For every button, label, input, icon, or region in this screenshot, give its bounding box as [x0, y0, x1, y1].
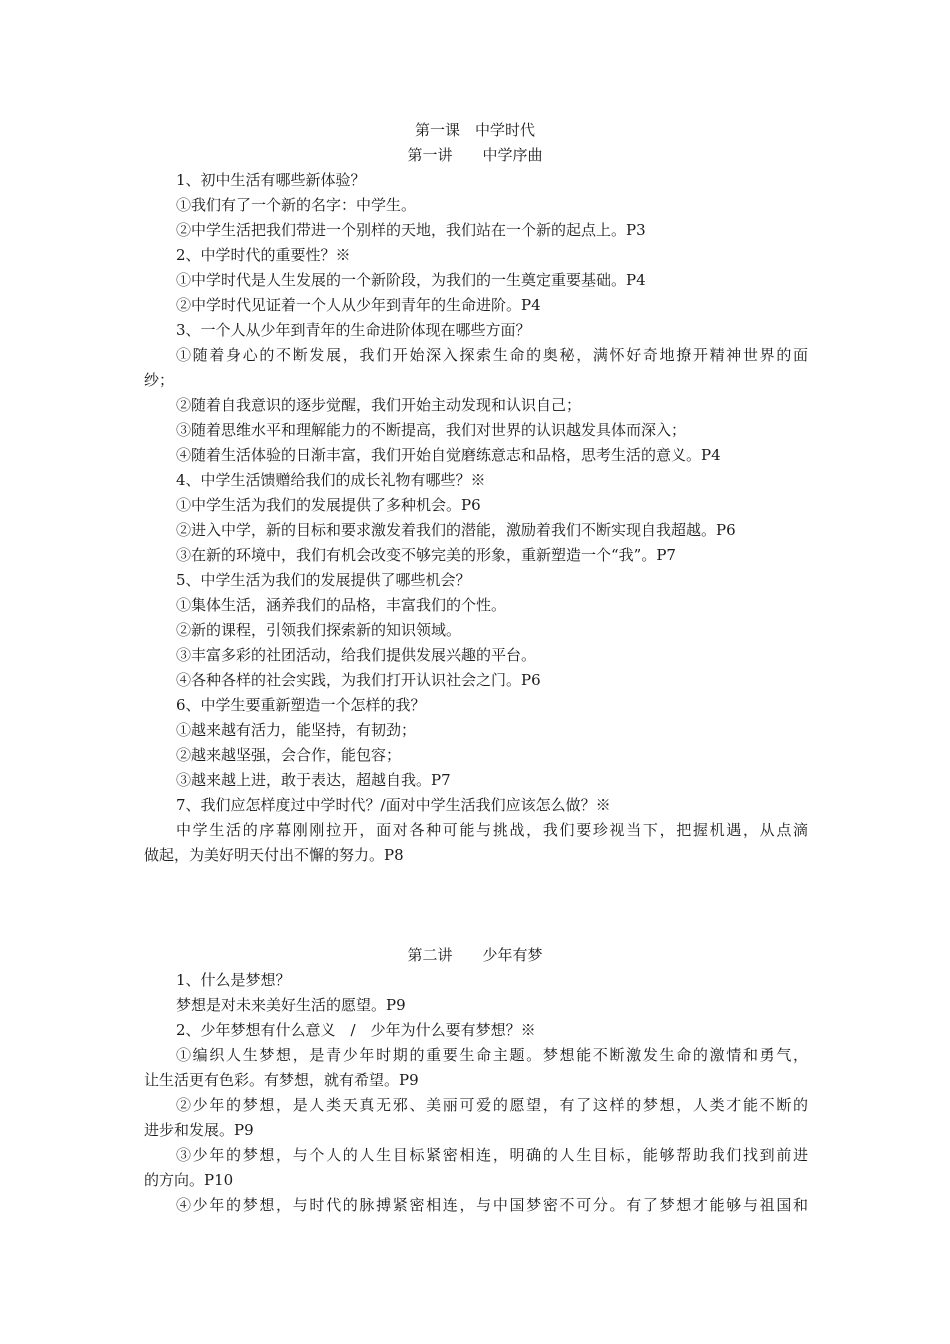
- answer-line: 中学生活的序幕刚刚拉开，面对各种可能与挑战，我们要珍视当下，把握机遇，从点滴: [176, 821, 808, 839]
- question-4: 4、中学生活馈赠给我们的成长礼物有哪些？※: [176, 471, 486, 489]
- answer-line: ③越来越上进，敢于表达，超越自我。P7: [176, 771, 451, 789]
- answer-line: ②随着自我意识的逐步觉醒，我们开始主动发现和认识自己；: [176, 396, 582, 414]
- answer-line: ③随着思维水平和理解能力的不断提高，我们对世界的认识越发具体而深入；: [176, 421, 687, 439]
- question-2: 2、中学时代的重要性？※: [176, 246, 351, 264]
- answer-line: ①集体生活，涵养我们的品格，丰富我们的个性。: [176, 596, 507, 614]
- answer-line-continued: 的方向。P10: [144, 1171, 234, 1189]
- question-7: 7、我们应怎样度过中学时代？/面对中学生活我们应该怎么做？※: [176, 796, 611, 814]
- answer-line-continued: 纱；: [144, 371, 175, 389]
- answer-line: ②少年的梦想，是人类天真无邪、美丽可爱的愿望，有了这样的梦想，人类才能不断的: [176, 1096, 808, 1114]
- question-3: 3、一个人从少年到青年的生命进阶体现在哪些方面？: [176, 321, 531, 339]
- answer-line-continued: 做起，为美好明天付出不懈的努力。P8: [144, 846, 404, 864]
- answer-line: 梦想是对未来美好生活的愿望。P9: [176, 996, 406, 1014]
- question-1: 1、初中生活有哪些新体验？: [176, 171, 366, 189]
- lecture-title-1: 第一讲 中学序曲: [407, 146, 543, 164]
- answer-line: ②中学时代见证着一个人从少年到青年的生命进阶。P4: [176, 296, 541, 314]
- answer-line: ②中学生活把我们带进一个别样的天地，我们站在一个新的起点上。P3: [176, 221, 646, 239]
- answer-line: ③丰富多彩的社团活动，给我们提供发展兴趣的平台。: [176, 646, 537, 664]
- question-6: 6、中学生要重新塑造一个怎样的我？: [176, 696, 426, 714]
- answer-line: ②新的课程，引领我们探索新的知识领域。: [176, 621, 462, 639]
- answer-line: ①编织人生梦想，是青少年时期的重要生命主题。梦想能不断激发生命的激情和勇气，: [176, 1046, 808, 1064]
- answer-line: ②越来越坚强，会合作，能包容；: [176, 746, 402, 764]
- question-1: 1、什么是梦想？: [176, 971, 291, 989]
- answer-line: ②进入中学，新的目标和要求激发着我们的潜能，激励着我们不断实现自我超越。P6: [176, 521, 736, 539]
- answer-line: ④随着生活体验的日渐丰富，我们开始自觉磨练意志和品格，思考生活的意义。P4: [176, 446, 721, 464]
- answer-line: ④少年的梦想，与时代的脉搏紧密相连，与中国梦密不可分。有了梦想才能够与祖国和: [176, 1196, 808, 1214]
- course-title: 第一课 中学时代: [414, 121, 535, 139]
- answer-line: ③在新的环境中，我们有机会改变不够完美的形象，重新塑造一个“我”。P7: [176, 546, 676, 564]
- answer-line: ①越来越有活力，能坚持，有韧劲；: [176, 721, 417, 739]
- answer-line: ①中学生活为我们的发展提供了多种机会。P6: [176, 496, 481, 514]
- answer-line: ①我们有了一个新的名字：中学生。: [176, 196, 417, 214]
- question-5: 5、中学生活为我们的发展提供了哪些机会？: [176, 571, 471, 589]
- lecture-title-2: 第二讲 少年有梦: [407, 946, 543, 964]
- answer-line-continued: 让生活更有色彩。有梦想，就有希望。P9: [144, 1071, 419, 1089]
- answer-line-continued: 进步和发展。P9: [144, 1121, 254, 1139]
- answer-line: ①随着身心的不断发展，我们开始深入探索生命的奥秘，满怀好奇地撩开精神世界的面: [176, 346, 808, 364]
- answer-line: ④各种各样的社会实践，为我们打开认识社会之门。P6: [176, 671, 541, 689]
- answer-line: ①中学时代是人生发展的一个新阶段，为我们的一生奠定重要基础。P4: [176, 271, 646, 289]
- answer-line: ③少年的梦想，与个人的人生目标紧密相连，明确的人生目标，能够帮助我们找到前进: [176, 1146, 808, 1164]
- question-2: 2、少年梦想有什么意义 / 少年为什么要有梦想？※: [176, 1021, 536, 1039]
